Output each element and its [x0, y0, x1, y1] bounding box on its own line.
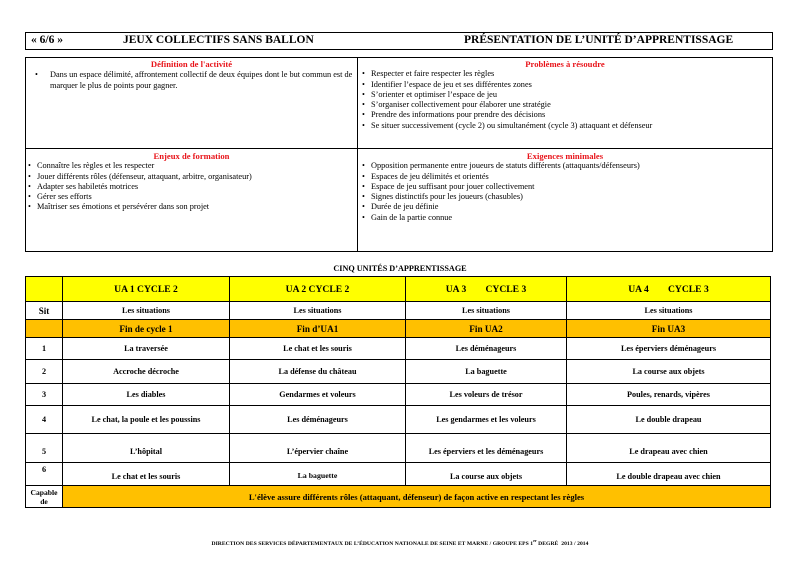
table-cell: Les situations: [63, 302, 230, 320]
footer-superscript: er: [533, 538, 537, 543]
stakes-list: [26, 161, 357, 212]
table-cell: Poules, renards, vipères: [567, 384, 771, 406]
table-cell: La traversée: [63, 338, 230, 360]
table-cell: Le chat et les souris: [63, 463, 230, 486]
problems-title: Problèmes à résoudre: [525, 59, 605, 69]
stakes-title: Enjeux de formation: [153, 151, 230, 161]
table-cell: La course aux objets: [567, 360, 771, 384]
column-header: UA 2 CYCLE 2: [230, 277, 406, 302]
table-cell: Gendarmes et voleurs: [230, 384, 406, 406]
list-item: • Gérer ses efforts: [26, 192, 357, 202]
table-cell: Les diables: [63, 384, 230, 406]
horizontal-divider: [26, 148, 772, 149]
prerequisite-row: [26, 320, 771, 338]
list-item: • Identifier l’espace de jeu et ses différentes zones: [360, 80, 770, 90]
table-row: [26, 360, 771, 384]
list-item: • Maîtriser ses émotions et persévérer dans son projet: [26, 202, 357, 212]
list-item: • Opposition permanente entre joueurs de statuts différents (attaquants/défenseurs): [360, 161, 770, 171]
table-cell: Les situations: [567, 302, 771, 320]
capable-text: L'élève assure différents rôles (attaquant, défenseur) de façon active en respectant les règles: [63, 486, 771, 508]
definition-title: Définition de l'activité: [150, 59, 233, 69]
table-header-row: [26, 277, 771, 302]
table-cell: Les situations: [230, 302, 406, 320]
table-cell: La baguette: [406, 360, 567, 384]
row-number: 6: [26, 463, 63, 486]
requirements-cell: [360, 151, 770, 223]
page-number: « 6/6 »: [31, 34, 63, 46]
table-cell: La baguette: [230, 463, 406, 486]
overview-grid: [25, 57, 773, 252]
table-cell: Le double drapeau: [567, 406, 771, 434]
stakes-cell: [26, 151, 357, 213]
document-subtitle: PRÉSENTATION DE L’UNITÉ D’APPRENTISSAGE: [464, 34, 734, 46]
table-cell: Les voleurs de trésor: [406, 384, 567, 406]
table-cell: Fin de cycle 1: [63, 320, 230, 338]
table-cell: Le chat, la poule et les poussins: [63, 406, 230, 434]
list-item: • Jouer différents rôles (défenseur, attaquant, arbitre, organisateur): [26, 172, 357, 182]
list-item: • Espaces de jeu délimités et orientés: [360, 172, 770, 182]
footer-year: DEGRÉ 2013 / 2014: [536, 540, 589, 547]
table-cell: Accroche décroche: [63, 360, 230, 384]
table-cell: Les éperviers déménageurs: [567, 338, 771, 360]
row-number: 1: [26, 338, 63, 360]
table-cell: Fin UA3: [567, 320, 771, 338]
situations-row: [26, 302, 771, 320]
list-item: • Espace de jeu suffisant pour jouer collectivement: [360, 182, 770, 192]
sit-label: Sit: [26, 302, 63, 320]
column-header: UA 4 CYCLE 3: [567, 277, 771, 302]
definition-cell: [26, 59, 357, 91]
problems-list: [360, 69, 770, 131]
column-header: UA 3 CYCLE 3: [406, 277, 567, 302]
row-number: 4: [26, 406, 63, 434]
list-item: • S’orienter et optimiser l’espace de jeu: [360, 90, 770, 100]
row-number: 2: [26, 360, 63, 384]
table-row: [26, 406, 771, 434]
empty-cell: [26, 320, 63, 338]
vertical-divider: [357, 58, 358, 251]
capable-label: Capable de: [26, 486, 63, 508]
definition-list: [26, 69, 357, 91]
list-item: • S’organiser collectivement pour élaborer une stratégie: [360, 100, 770, 110]
table-cell: L’hôpital: [63, 434, 230, 463]
table-cell: Les déménageurs: [230, 406, 406, 434]
list-item: • Durée de jeu définie: [360, 202, 770, 212]
list-item: • Gain de la partie connue: [360, 213, 770, 223]
table-cell: Les éperviers et les déménageurs: [406, 434, 567, 463]
capable-row: [26, 486, 771, 508]
document-header: [25, 32, 773, 50]
list-item: • Dans un espace délimité, affrontement collectif de deux équipes dont le but commun est de marquer le plus de points pour gagner.: [26, 69, 357, 91]
list-item: • Se situer successivement (cycle 2) ou simultanément (cycle 3) attaquant et défenseur: [360, 121, 770, 131]
document-title: JEUX COLLECTIFS SANS BALLON: [123, 34, 314, 46]
table-cell: Fin d’UA1: [230, 320, 406, 338]
table-cell: Fin UA2: [406, 320, 567, 338]
footer: [0, 538, 800, 547]
table-row: [26, 434, 771, 463]
list-item: • Signes distinctifs pour les joueurs (chasubles): [360, 192, 770, 202]
list-item: • Adapter ses habiletés motrices: [26, 182, 357, 192]
table-cell: L’épervier chaîne: [230, 434, 406, 463]
list-item: • Prendre des informations pour prendre des décisions: [360, 110, 770, 120]
empty-header-cell: [26, 277, 63, 302]
table-cell: La course aux objets: [406, 463, 567, 486]
table-cell: Le chat et les souris: [230, 338, 406, 360]
table-cell: Les déménageurs: [406, 338, 567, 360]
table-row: [26, 384, 771, 406]
row-number: 3: [26, 384, 63, 406]
table-cell: Le drapeau avec chien: [567, 434, 771, 463]
units-table: [25, 276, 771, 508]
list-item: • Connaître les règles et les respecter: [26, 161, 357, 171]
problems-cell: [360, 59, 770, 131]
footer-text: DIRECTION DES SERVICES DÉPARTEMENTAUX DE L’ÉDUCATION NATIONALE DE SEINE ET MARNE / GROUPE EPS 1: [211, 540, 534, 547]
units-caption: CINQ UNITÉS D’APPRENTISSAGE: [333, 264, 467, 273]
row-number: 5: [26, 434, 63, 463]
requirements-title: Exigences minimales: [526, 151, 604, 161]
table-row: [26, 338, 771, 360]
list-item: • Respecter et faire respecter les règles: [360, 69, 770, 79]
table-cell: Les situations: [406, 302, 567, 320]
table-cell: Les gendarmes et les voleurs: [406, 406, 567, 434]
table-cell: La défense du château: [230, 360, 406, 384]
table-cell: Le double drapeau avec chien: [567, 463, 771, 486]
column-header: UA 1 CYCLE 2: [63, 277, 230, 302]
requirements-list: [360, 161, 770, 223]
table-row: [26, 463, 771, 486]
